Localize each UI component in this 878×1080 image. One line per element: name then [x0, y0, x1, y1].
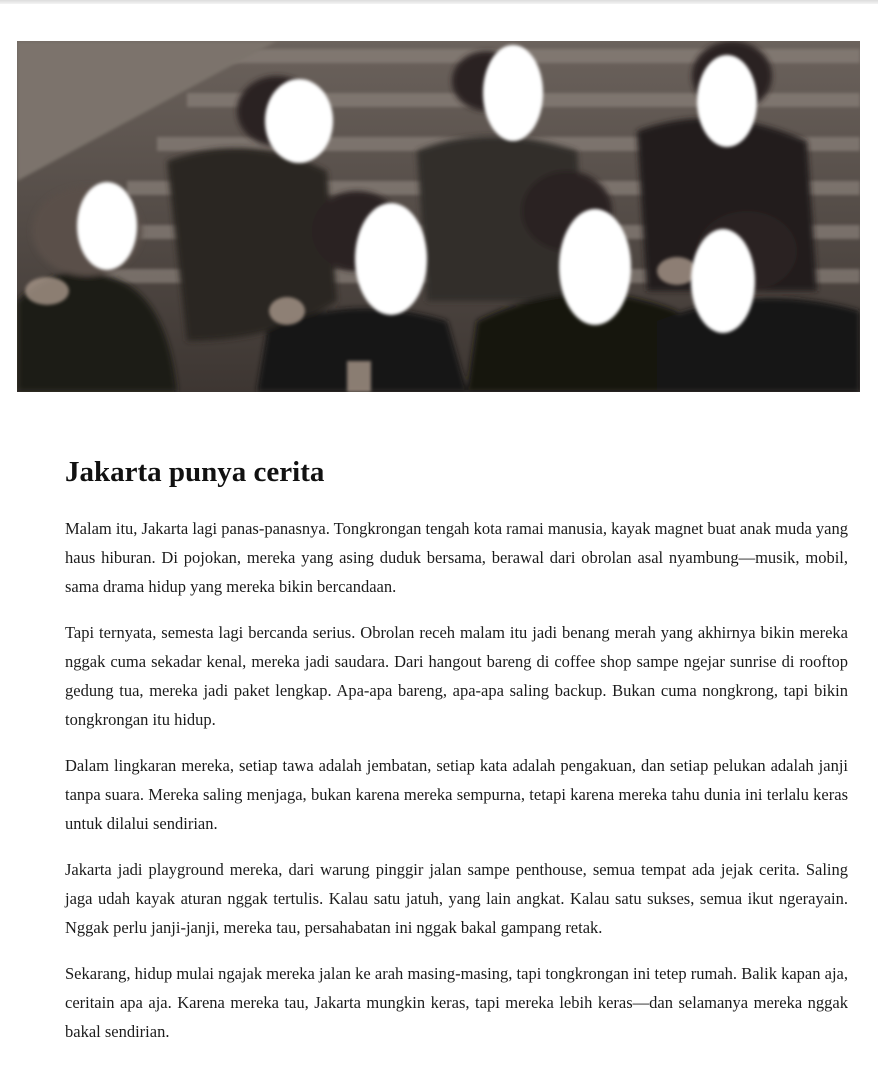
paragraph: Jakarta jadi playground mereka, dari warung pinggir jalan sampe penthouse, semua tempat ada jejak cerita. Saling jaga udah kayak aturan nggak tertulis. Kalau satu jatuh, yang lain angkat. Kalau satu sukses, semua ikut ngerayain. Nggak perlu janji-janji, mereka tau, persahabatan ini nggak bakal gampang retak.: [65, 860, 848, 937]
paragraph: Sekarang, hidup mulai ngajak mereka jalan ke arah masing-masing, tapi tongkrongan ini tetep rumah. Balik kapan aja, ceritain apa aja. Karena mereka tau, Jakarta mungkin keras, tapi mereka lebih keras—dan selamanya mereka nggak bakal sendirian.: [65, 964, 848, 1041]
paragraph: Dalam lingkaran mereka, setiap tawa adalah jembatan, setiap kata adalah pengakuan, dan setiap pelukan adalah janji tanpa suara. Mereka saling menjaga, bukan karena mereka sempurna, tetapi karena mereka tahu dunia ini terlalu keras untuk dilalui sendirian.: [65, 756, 848, 833]
article: [65, 452, 848, 1063]
paragraph: Tapi ternyata, semesta lagi bercanda serius. Obrolan receh malam itu jadi benang merah yang akhirnya bikin mereka nggak cuma sekadar kenal, mereka jadi saudara. Dari hangout bareng di coffee shop sampe ngejar sunrise di rooftop gedung tua, mereka jadi paket lengkap. Apa-apa bareng, apa-apa saling backup. Bukan cuma nongkrong, tapi bikin tongkrongan itu hidup.: [65, 623, 848, 729]
article-title: Jakarta punya cerita: [65, 456, 325, 488]
top-edge-shadow: [0, 0, 878, 4]
paragraph: Malam itu, Jakarta lagi panas-panasnya. Tongkrongan tengah kota ramai manusia, kayak magnet buat anak muda yang haus hiburan. Di pojokan, mereka yang asing duduk bersama, berawal dari obrolan asal nyambung—musik, mobil, sama drama hidup yang mereka bikin bercandaan.: [65, 519, 848, 596]
hero-photo: [17, 41, 860, 392]
